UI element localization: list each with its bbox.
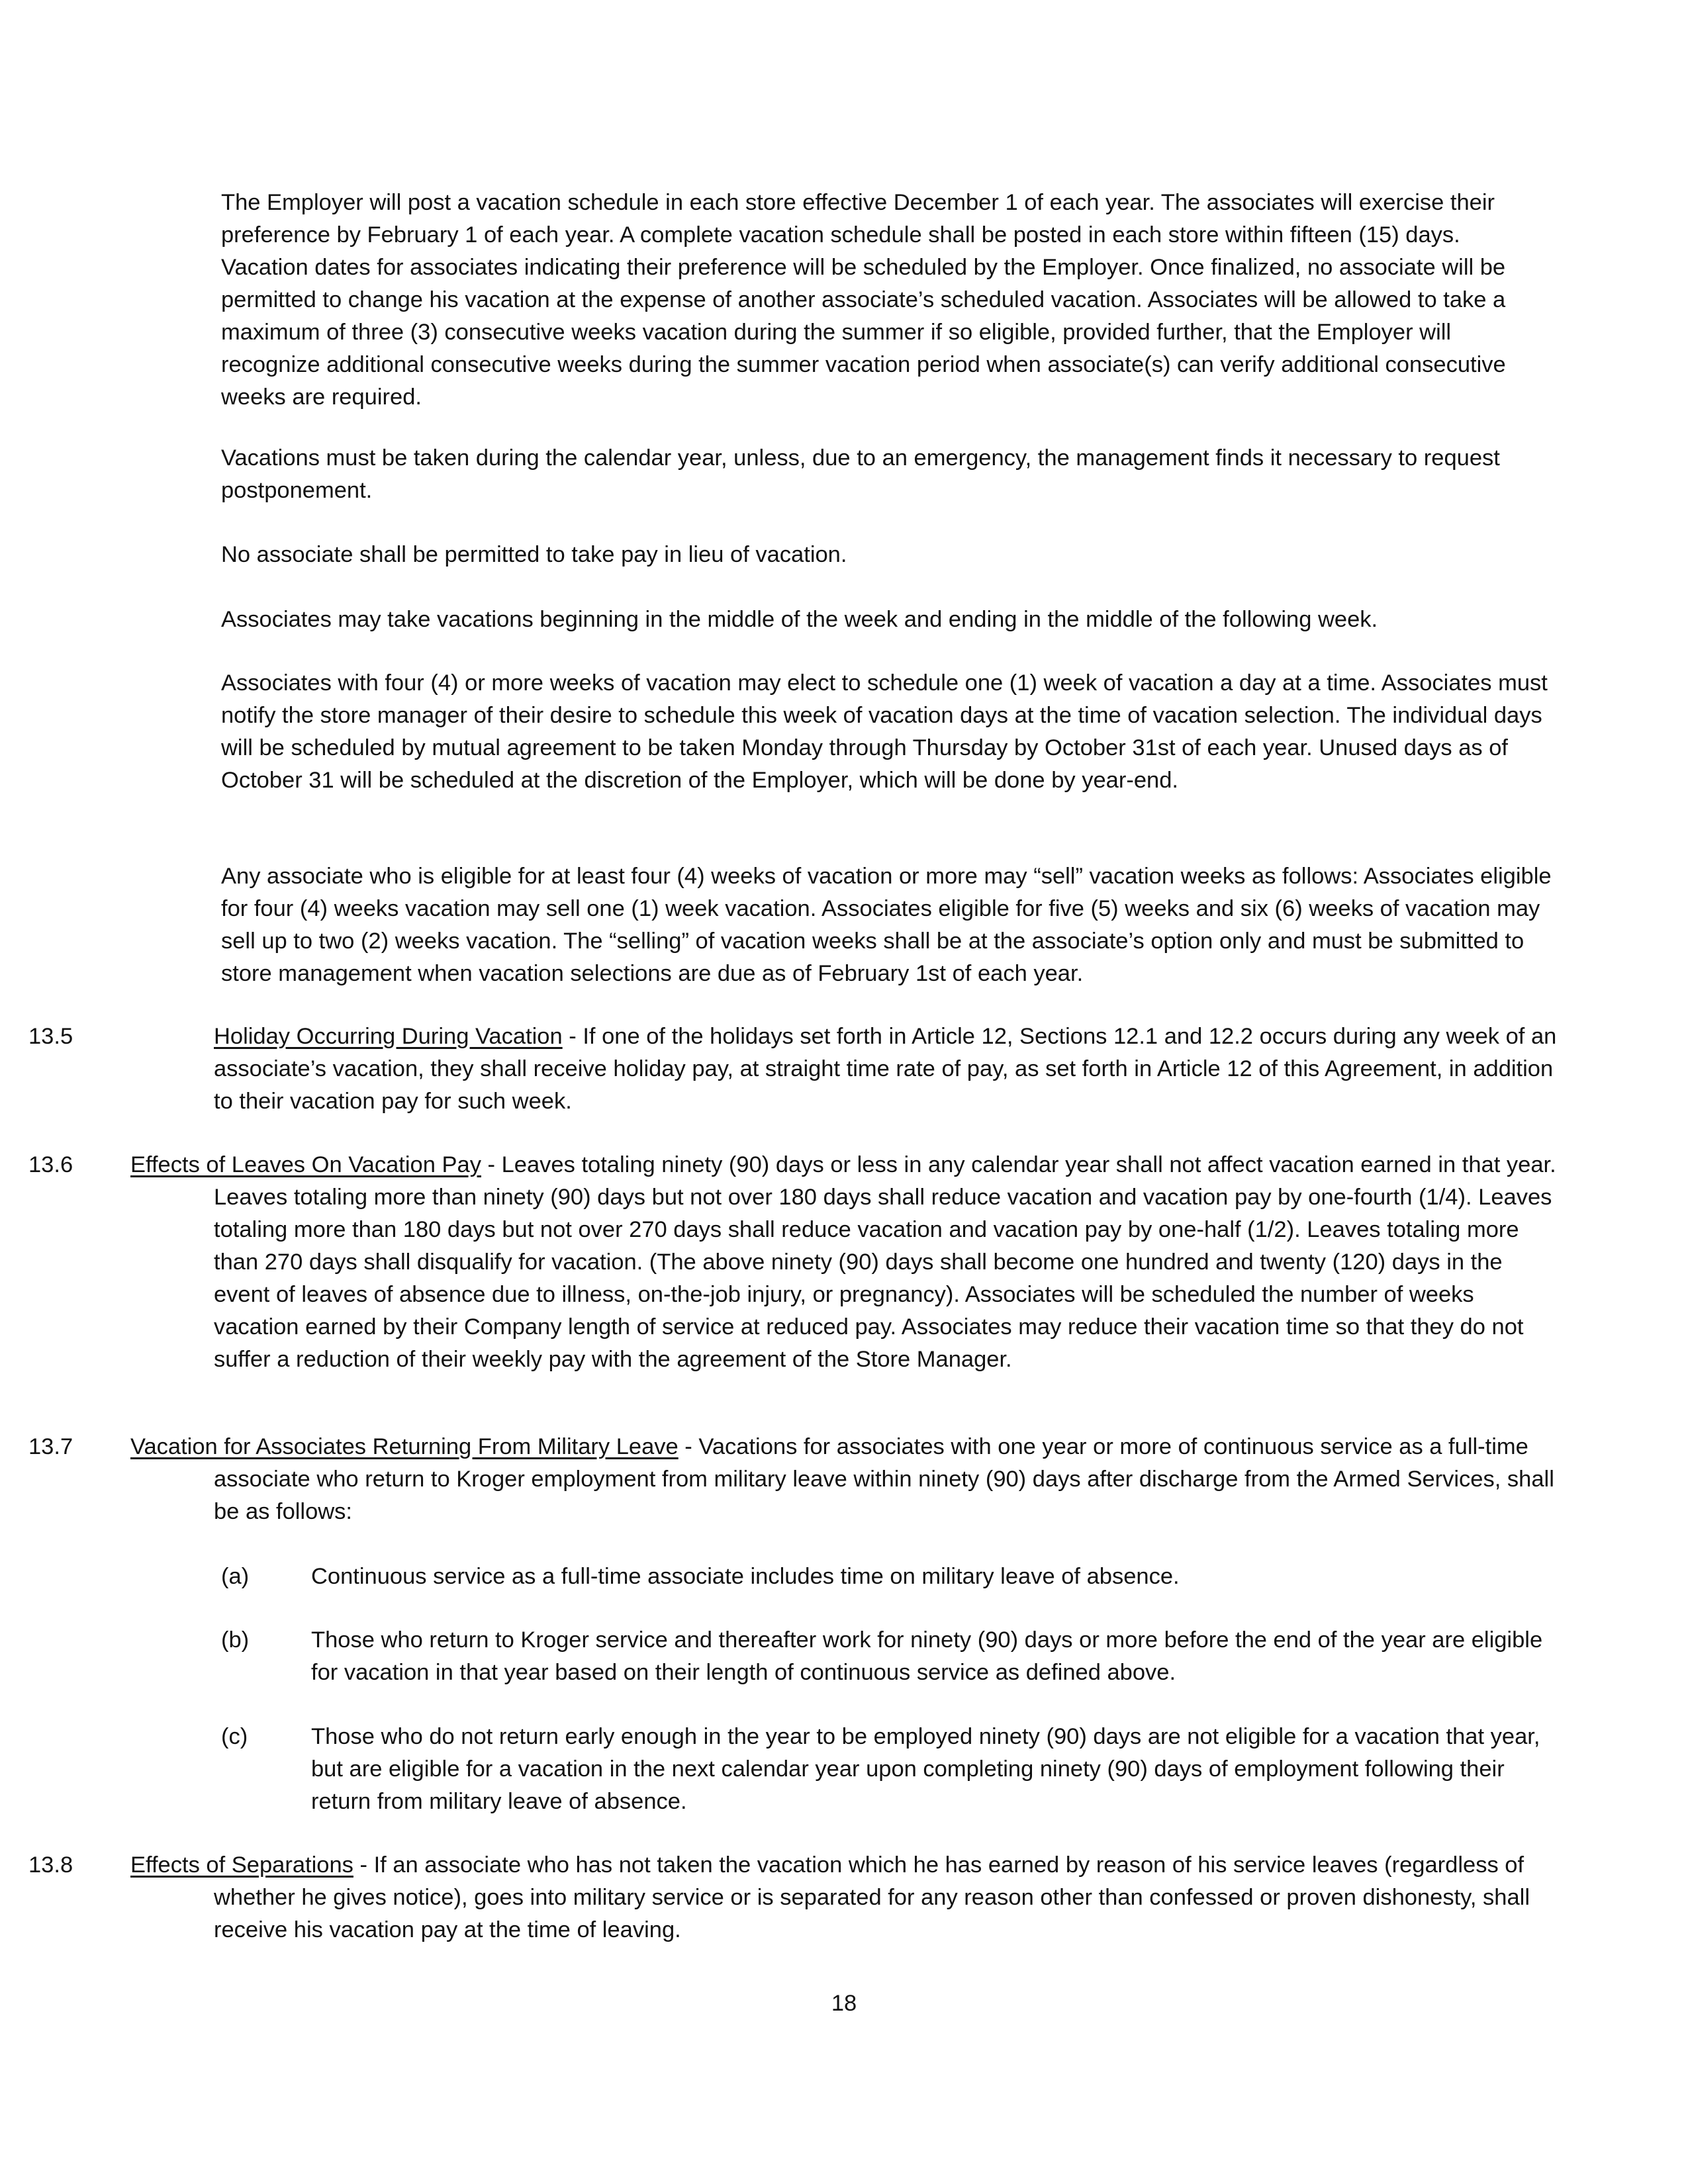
paragraph-pay-in-lieu: No associate shall be permitted to take pay in lieu of vacation. — [221, 542, 847, 567]
section-text: - If one of the holidays set forth in Article 12, Sections 12.1 and 12.2 occurs during any week of an associate’s vacation, they shall receive holiday pay, at straight time rate of pay, as set forth in Article 12 of this Agreement, in addition to their vacation pay for such week. — [214, 1024, 1557, 1114]
section-13-8: 13.8 Effects of Separations - If an associate who has not taken the vacation which he has earned by reason of his service leaves (regardless of whether he gives notice), goes into military service or is separated for any reason other than confessed or proven dishonesty, shall receive his vacation pay at the time of leaving. — [28, 1852, 1530, 1942]
section-text: - If an associate who has not taken the vacation which he has earned by reason of his service leaves (regardless of whether he gives notice), goes into military service or is separated for any reason other than confessed or proven dishonesty, shall receive his vacation pay at the time of leaving. — [214, 1852, 1530, 1942]
paragraph-day-at-a-time: Associates with four (4) or more weeks of vacation may elect to schedule one (1) week of vacation a day at a time. Associates must notify the store manager of their desire to schedule this week of vacation days at the time of vacation selection. The individual days will be scheduled by mutual agreement to be taken Monday through Thursday by October 31st of each year. Unused days as of October 31 will be scheduled at the discretion of the Employer, which will be done by year-end. — [221, 670, 1548, 793]
section-heading: Effects of Separations — [130, 1852, 353, 1878]
page-number: 18 — [831, 1991, 857, 2016]
section-13-6: 13.6 Effects of Leaves On Vacation Pay - Leaves totaling ninety (90) days or less in any calendar year shall not affect vacation earned in that year. Leaves totaling more than ninety (90) days but not over 180 days shall reduce vacation and vacation pay by one-fourth (1/4). Leaves totaling more than 180 days but not over 270 days shall reduce vacation and vacation pay by one-half (1/2). Leaves totaling more than 270 days shall disqualify for vacation. (The above ninety (90) days shall become one hundred and twenty (120) days in the event of leaves of absence due to illness, on-the-job injury, or pregnancy). Associates will be scheduled the number of weeks vacation earned by their Company length of service at reduced pay. Associates may reduce their vacation time so that they do not suffer a reduction of their weekly pay with the agreement of the Store Manager. — [28, 1152, 1556, 1372]
section-number: 13.5 — [28, 1024, 73, 1049]
section-13-5 — [28, 1021, 1561, 1118]
list-item — [221, 1624, 1552, 1689]
section-heading: Effects of Leaves On Vacation Pay — [130, 1152, 481, 1177]
list-item — [221, 1561, 1552, 1593]
paragraph-calendar-year: Vacations must be taken during the calendar year, unless, due to an emergency, the management finds it necessary to request postponement. — [221, 445, 1500, 503]
paragraph-sell-vacation: Any associate who is eligible for at least four (4) weeks of vacation or more may “sell” vacation weeks as follows: Associates eligible for four (4) weeks vacation may sell one (1) week vacation. Associates eligible for five (5) weeks and six (6) weeks of vacation may sell up to two (2) weeks vacation. The “selling” of vacation weeks shall be at the associate’s option only and must be submitted to store management when vacation selections are due as of February 1st of each year. — [221, 864, 1552, 986]
section-13-7: 13.7 Vacation for Associates Returning From Military Leave - Vacations for associates with one year or more of continuous service as a full-time associate who return to Kroger employment from military leave within ninety (90) days after discharge from the Armed Services, shall be as follows: — [28, 1434, 1554, 1524]
list-item-label: (b) — [221, 1627, 250, 1653]
section-heading: Vacation for Associates Returning From Military Leave — [130, 1434, 679, 1459]
paragraph-midweek-vacations: Associates may take vacations beginning in the middle of the week and ending in the middle of the following week. — [221, 607, 1378, 632]
section-heading: Holiday Occurring During Vacation — [214, 1024, 563, 1049]
paragraph-vacation-schedule: The Employer will post a vacation schedule in each store effective December 1 of each year. The associates will exercise their preference by February 1 of each year. A complete vacation schedule shall be posted in each store within fifteen (15) days. Vacation dates for associates indicating their preference will be scheduled by the Employer. Once finalized, no associate will be permitted to change his vacation at the expense of another associate’s scheduled vacation. Associates will be allowed to take a maximum of three (3) consecutive weeks vacation during the summer if so eligible, provided further, that the Employer will recognize additional consecutive weeks during the summer vacation period when associate(s) can verify additional consecutive weeks are required. — [221, 190, 1506, 410]
list-item-label: (c) — [221, 1724, 248, 1749]
list-item-label: (a) — [221, 1564, 250, 1589]
section-text: - Vacations for associates with one year or more of continuous service as a full-time associate who return to Kroger employment from military leave within ninety (90) days after discharge from the Armed Services, shall be as follows: — [214, 1434, 1554, 1524]
list-item-text: Those who do not return early enough in the year to be employed ninety (90) days are not eligible for a vacation that year, but are eligible for a vacation in the next calendar year upon completing ninety (90) days of employment following their return from military leave of absence. — [311, 1724, 1540, 1814]
list-item — [221, 1721, 1552, 1818]
list-item-text: Those who return to Kroger service and thereafter work for ninety (90) days or more before the end of the year are eligible for vacation in that year based on their length of continuous service as defined above. — [311, 1627, 1543, 1685]
section-text: - Leaves totaling ninety (90) days or less in any calendar year shall not affect vacation earned in that year. Leaves totaling more than ninety (90) days but not over 180 days shall reduce vacation and vacation pay by one-fourth (1/4). Leaves totaling more than 180 days but not over 270 days shall reduce vacation and vacation pay by one-half (1/2). Leaves totaling more than 270 days shall disqualify for vacation. (The above ninety (90) days shall become one hundred and twenty (120) days in the event of leaves of absence due to illness, on-the-job injury, or pregnancy). Associates will be scheduled the number of weeks vacation earned by their Company length of service at reduced pay. Associates may reduce their vacation time so that they do not suffer a reduction of their weekly pay with the agreement of the Store Manager. — [214, 1152, 1556, 1372]
list-item-text: Continuous service as a full-time associate includes time on military leave of absence. — [311, 1564, 1180, 1589]
